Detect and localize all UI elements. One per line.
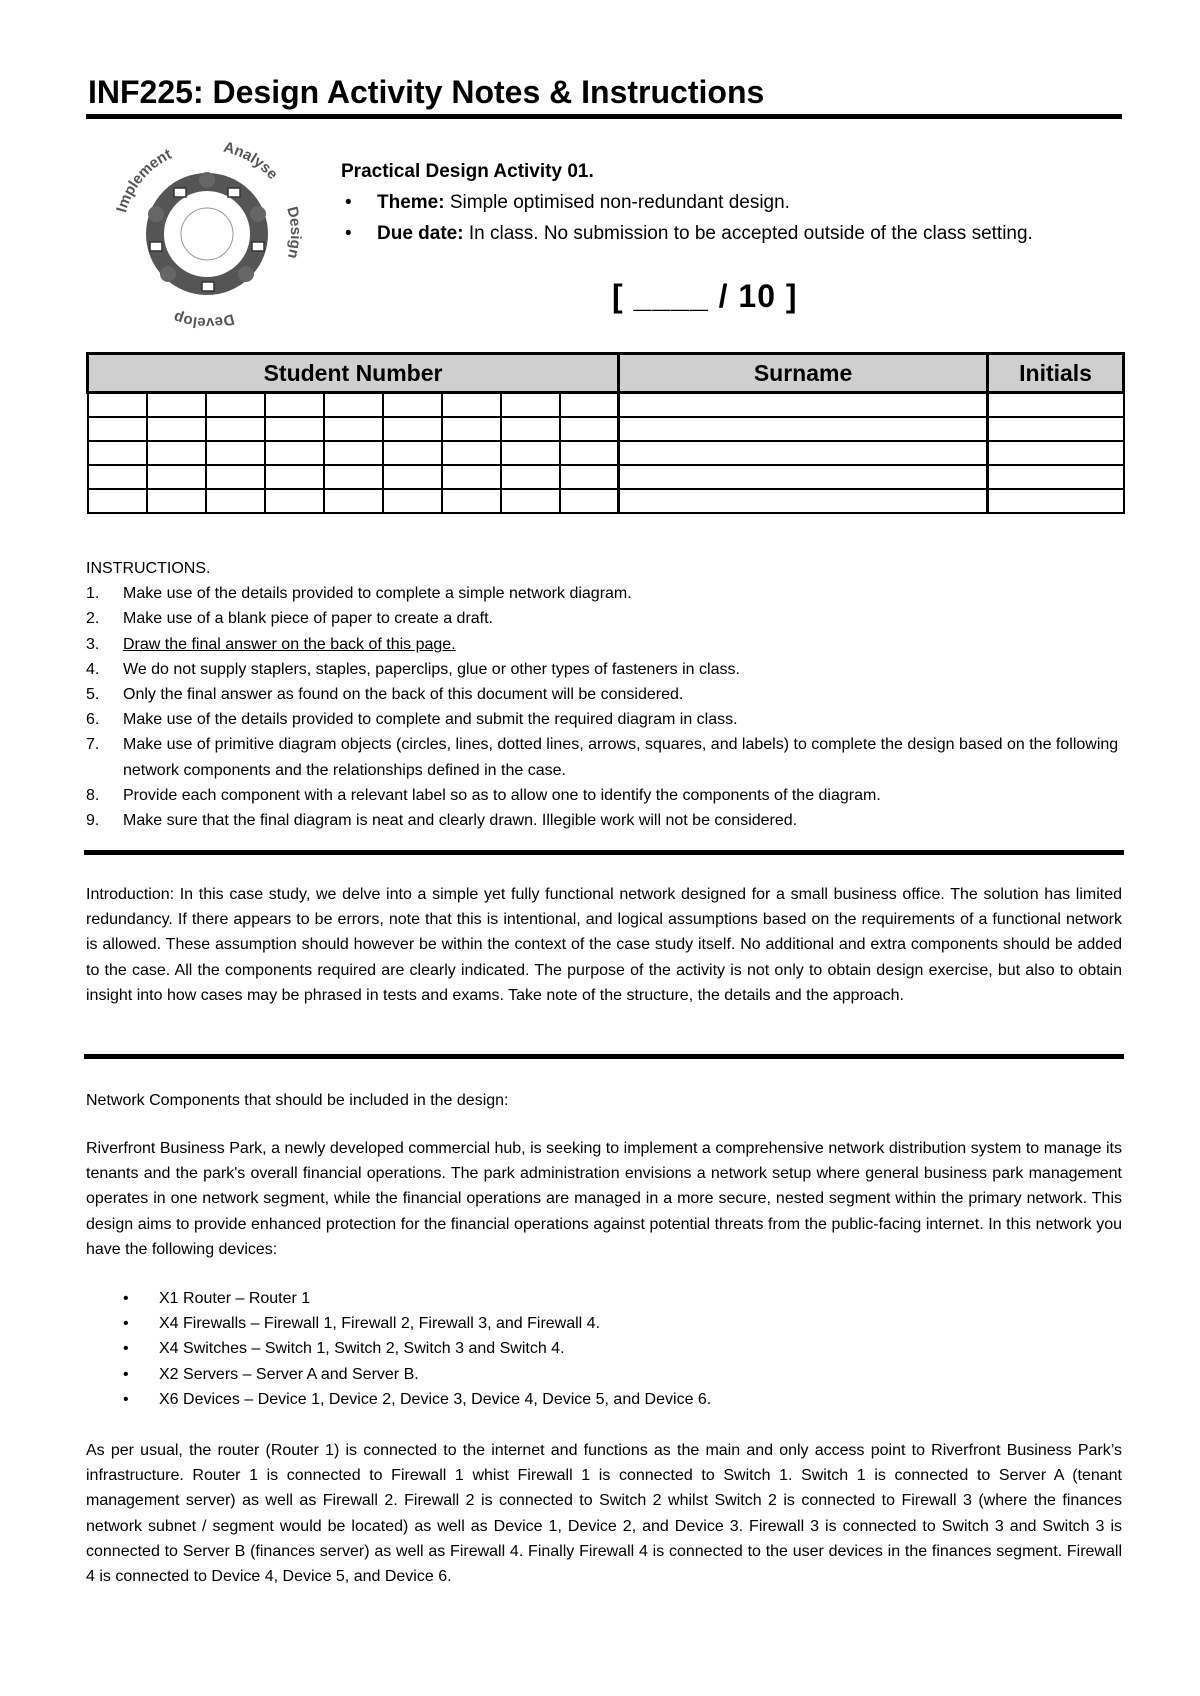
table-row <box>88 441 1124 465</box>
device-list-item: • X6 Devices – Device 1, Device 2, Device 3, Device 4, Device 5, and Device 6. <box>86 1387 1086 1412</box>
student-number-digit-cell[interactable] <box>88 489 147 513</box>
initials-cell[interactable] <box>988 393 1124 418</box>
design-cycle-logo <box>106 134 308 334</box>
theme-item <box>341 187 1121 218</box>
table-row <box>88 465 1124 489</box>
student-number-digit-cell[interactable] <box>501 393 560 418</box>
introduction-paragraph: Introduction: In this case study, we delve into a simple yet fully functional network designed for a small business office. The solution has limited redundancy. If there appears to be errors, note that this is intentional, and logical assumptions based on the requirements of a functional network is allowed. These assumption should however be within the context of the case study itself. No additional and extra components should be added to the case. All the components required are clearly indicated. The purpose of the activity is not only to obtain design exercise, but also to obtain insight into how cases may be phrased in tests and exams. Take note of the structure, the details and the approach. <box>86 886 1122 1004</box>
student-number-digit-cell[interactable] <box>88 393 147 418</box>
student-number-digit-cell[interactable] <box>147 393 206 418</box>
instruction-item: 4. We do not supply staplers, staples, paperclips, glue or other types of fasteners in class. <box>86 660 740 678</box>
instructions-heading: INSTRUCTIONS. <box>86 560 211 577</box>
student-number-digit-cell[interactable] <box>206 489 265 513</box>
due-date-label: Due date: <box>377 223 464 244</box>
initials-cell[interactable] <box>988 417 1124 441</box>
activity-heading: Practical Design Activity 01. <box>341 161 594 182</box>
student-number-digit-cell[interactable] <box>442 417 501 441</box>
student-number-digit-cell[interactable] <box>88 417 147 441</box>
device-list-item: • X4 Switches – Switch 1, Switch 2, Switch 3 and Switch 4. <box>86 1336 1086 1361</box>
student-number-digit-cell[interactable] <box>324 489 383 513</box>
theme-label: Theme: <box>377 192 445 213</box>
instruction-item: 3. Draw the final answer on the back of this page. <box>86 635 456 653</box>
title-divider <box>86 114 1122 119</box>
student-number-digit-cell[interactable] <box>560 489 619 513</box>
surname-cell[interactable] <box>619 393 988 418</box>
student-number-digit-cell[interactable] <box>206 393 265 418</box>
student-number-digit-cell[interactable] <box>147 489 206 513</box>
instruction-item: 8. Provide each component with a relevant label so as to allow one to identify the components of the diagram. <box>86 786 881 804</box>
student-number-header: Student Number <box>88 354 619 393</box>
surname-cell[interactable] <box>619 489 988 513</box>
instruction-item: 9. Make sure that the final diagram is neat and clearly drawn. Illegible work will not be considered. <box>86 812 798 830</box>
topology-paragraph: As per usual, the router (Router 1) is connected to the internet and functions as the main and only access point to Riverfront Business Park’s infrastructure. Router 1 is connected to Firewall 1 whist Firewall 1 is connected to Switch 1. Switch 1 is connected to Server A (tenant management server) as well as Firewall 2. Firewall 2 is connected to Switch 2 whilst Switch 2 is connected to Firewall 3 (where the finances network subnet / segment would be located) as well as Device 1, Device 2, and Device 3. Firewall 3 is connected to Switch 3 and Switch 3 is connected to Server B (finances server) as well as Firewall 4. Finally Firewall 4 is connected to the user devices in the finances segment. Firewall 4 is connected to Device 4, Device 5, and Device 6. <box>86 1442 1122 1586</box>
student-number-digit-cell[interactable] <box>501 465 560 489</box>
instructions-list <box>86 581 1126 833</box>
student-number-digit-cell[interactable] <box>324 417 383 441</box>
student-number-digit-cell[interactable] <box>501 417 560 441</box>
activity-block <box>341 156 1121 249</box>
student-number-digit-cell[interactable] <box>501 441 560 465</box>
student-details-table <box>86 352 1125 514</box>
student-number-digit-cell[interactable] <box>324 441 383 465</box>
student-number-digit-cell[interactable] <box>206 465 265 489</box>
student-number-digit-cell[interactable] <box>501 489 560 513</box>
due-date-item <box>341 218 1121 249</box>
table-header-row <box>88 354 1124 393</box>
table-row <box>88 417 1124 441</box>
logo-word-analyse: Analyse <box>221 138 282 183</box>
page-title: INF225: Design Activity Notes & Instructions <box>88 74 765 110</box>
student-number-digit-cell[interactable] <box>147 441 206 465</box>
student-number-digit-cell[interactable] <box>383 489 442 513</box>
student-number-digit-cell[interactable] <box>442 441 501 465</box>
instructions-section <box>86 556 1126 833</box>
section-divider <box>84 1054 1124 1059</box>
initials-header: Initials <box>988 354 1124 393</box>
student-number-digit-cell[interactable] <box>265 417 324 441</box>
instruction-item: 6. Make use of the details provided to complete and submit the required diagram in class. <box>86 711 738 729</box>
activity-details <box>341 187 1121 249</box>
student-number-digit-cell[interactable] <box>324 465 383 489</box>
logo-word-implement: Implement <box>113 145 175 215</box>
surname-cell[interactable] <box>619 417 988 441</box>
student-number-digit-cell[interactable] <box>383 393 442 418</box>
student-number-digit-cell[interactable] <box>324 393 383 418</box>
instruction-item: 5. Only the final answer as found on the back of this document will be considered. <box>86 686 684 704</box>
initials-cell[interactable] <box>988 489 1124 513</box>
logo-word-develop: Develop <box>171 308 237 332</box>
components-heading: Network Components that should be included in the design: <box>86 1092 509 1109</box>
student-number-digit-cell[interactable] <box>265 441 324 465</box>
student-number-digit-cell[interactable] <box>560 417 619 441</box>
student-number-digit-cell[interactable] <box>265 465 324 489</box>
surname-cell[interactable] <box>619 441 988 465</box>
table-row <box>88 489 1124 513</box>
device-list-item: • X2 Servers – Server A and Server B. <box>86 1362 1086 1387</box>
student-number-digit-cell[interactable] <box>147 465 206 489</box>
student-number-digit-cell[interactable] <box>442 393 501 418</box>
student-number-digit-cell[interactable] <box>560 465 619 489</box>
surname-header: Surname <box>619 354 988 393</box>
device-list-item: • X4 Firewalls – Firewall 1, Firewall 2, Firewall 3, and Firewall 4. <box>86 1311 1086 1336</box>
instruction-item: 2. Make use of a blank piece of paper to create a draft. <box>86 610 493 628</box>
student-number-digit-cell[interactable] <box>88 465 147 489</box>
student-number-digit-cell[interactable] <box>560 441 619 465</box>
student-number-digit-cell[interactable] <box>88 441 147 465</box>
student-number-digit-cell[interactable] <box>206 441 265 465</box>
initials-cell[interactable] <box>988 441 1124 465</box>
student-number-digit-cell[interactable] <box>383 417 442 441</box>
student-number-digit-cell[interactable] <box>383 441 442 465</box>
section-divider <box>84 850 1124 855</box>
student-number-digit-cell[interactable] <box>442 465 501 489</box>
student-number-digit-cell[interactable] <box>206 417 265 441</box>
logo-word-design: Design <box>283 204 305 261</box>
student-number-digit-cell[interactable] <box>442 489 501 513</box>
due-date-value: In class. No submission to be accepted outside of the class setting. <box>468 223 1033 244</box>
student-number-digit-cell[interactable] <box>147 417 206 441</box>
instruction-item: 7. Make use of primitive diagram objects (circles, lines, dotted lines, arrows, squares, and labels) to complete the design based on the following network components and the relationships defined in the case. <box>86 736 1119 779</box>
theme-value: Simple optimised non-redundant design. <box>449 192 790 213</box>
device-list <box>86 1286 1086 1412</box>
student-number-digit-cell[interactable] <box>383 465 442 489</box>
surname-cell[interactable] <box>619 465 988 489</box>
initials-cell[interactable] <box>988 465 1124 489</box>
table-row <box>88 393 1124 418</box>
device-list-item: • X1 Router – Router 1 <box>86 1286 1086 1311</box>
student-number-digit-cell[interactable] <box>265 489 324 513</box>
student-number-digit-cell[interactable] <box>265 393 324 418</box>
components-description: Riverfront Business Park, a newly developed commercial hub, is seeking to implement a comprehensive network distribution system to manage its tenants and the park's overall financial operations. The park administration envisions a network setup where general business park management operates in one network segment, while the financial operations are managed in a more secure, nested segment within the primary network. This design aims to provide enhanced protection for the financial operations against potential threats from the public-facing internet. In this network you have the following devices: <box>86 1140 1122 1258</box>
score-field: [ ____ / 10 ] <box>612 278 798 314</box>
instruction-item: 1. Make use of the details provided to complete a simple network diagram. <box>86 585 632 603</box>
student-number-digit-cell[interactable] <box>560 393 619 418</box>
